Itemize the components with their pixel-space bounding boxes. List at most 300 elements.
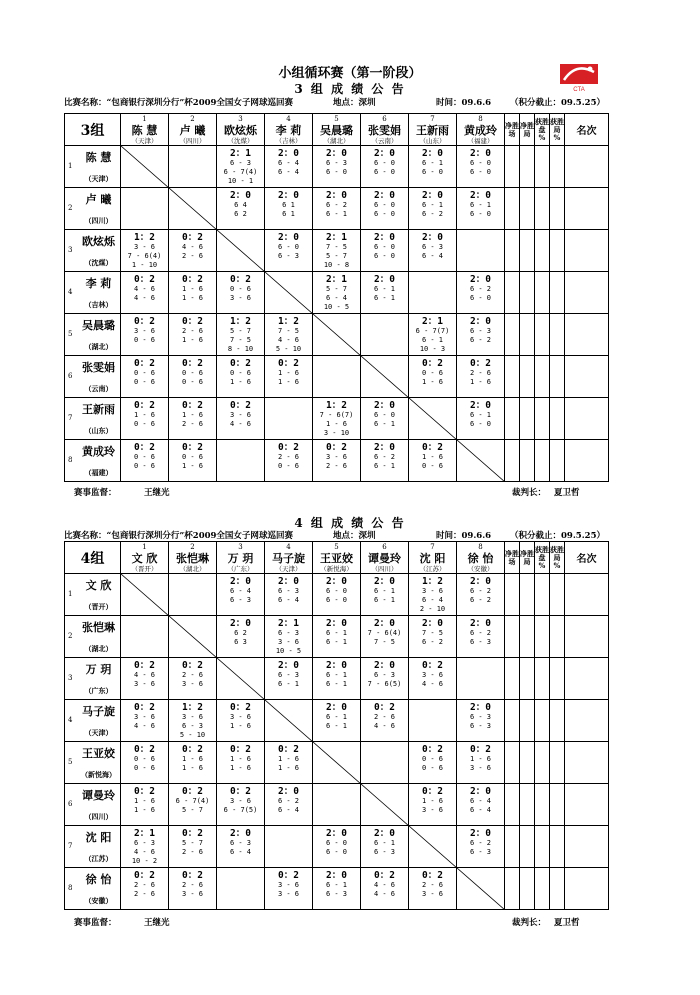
result-cell bbox=[121, 784, 169, 826]
set-score: 6 - 1 bbox=[421, 336, 444, 344]
set-score: 6 - 4 bbox=[277, 168, 300, 176]
diagonal-cell bbox=[217, 658, 265, 700]
result-cell bbox=[409, 230, 457, 272]
stat-cell bbox=[520, 146, 535, 188]
result-cell bbox=[313, 700, 361, 742]
stat-cell bbox=[520, 868, 535, 910]
set-score: 6 - 3 bbox=[277, 587, 300, 595]
set-score: 3 - 6 bbox=[325, 453, 348, 461]
result-cell bbox=[409, 742, 457, 784]
rank-cell bbox=[565, 742, 609, 784]
set-score: 0 - 6 bbox=[421, 755, 444, 763]
stat-cell bbox=[520, 574, 535, 616]
result-cell bbox=[265, 658, 313, 700]
match-score: 1：2 bbox=[230, 316, 251, 327]
set-score: 0 - 6 bbox=[421, 462, 444, 470]
set-score: 6 - 3 bbox=[277, 252, 300, 260]
set-score: 3 - 6 bbox=[229, 294, 252, 302]
player-region: （福建） bbox=[84, 468, 113, 477]
player-region: （新悦海） bbox=[81, 770, 116, 779]
page-title: 小组循环赛（第一阶段） bbox=[278, 66, 422, 81]
table-row bbox=[65, 616, 609, 658]
set-score: 4 - 6 bbox=[133, 294, 156, 302]
result-cell bbox=[361, 826, 409, 868]
set-score: 6 - 0 bbox=[469, 210, 492, 218]
stat-cell bbox=[520, 742, 535, 784]
set-score: 6 - 3 bbox=[469, 327, 492, 335]
diagonal-cell bbox=[169, 188, 217, 230]
result-cell bbox=[121, 188, 169, 230]
set-score: 1 - 10 bbox=[131, 261, 158, 269]
result-cell bbox=[361, 440, 409, 482]
set-score: 6 - 4 bbox=[325, 294, 348, 302]
set-score: 7 - 6(7) bbox=[319, 411, 354, 419]
diagonal-line bbox=[121, 146, 169, 188]
stat-cell bbox=[520, 440, 535, 482]
set-score: 6 - 4 bbox=[277, 806, 300, 814]
result-cell bbox=[217, 356, 265, 398]
set-score: 6 - 1 bbox=[373, 462, 396, 470]
set-score: 6 - 3 bbox=[133, 839, 156, 847]
set-score: 10 - 5 bbox=[323, 303, 350, 311]
set-score: 5 - 7 bbox=[325, 252, 348, 260]
group-title: 4 组 成 绩 公 告 bbox=[294, 516, 406, 530]
row-header-player bbox=[65, 658, 121, 700]
set-score: 1 - 6 bbox=[469, 755, 492, 763]
match-score: 0：2 bbox=[230, 786, 251, 797]
set-score: 6 - 0 bbox=[325, 848, 348, 856]
stat-cell bbox=[535, 272, 550, 314]
match-score: 2：0 bbox=[326, 828, 347, 839]
player-name: 李 莉 bbox=[275, 124, 302, 137]
row-header-player bbox=[65, 398, 121, 440]
result-cell bbox=[409, 440, 457, 482]
set-score: 6 - 4 bbox=[229, 587, 252, 595]
player-region: （湖北） bbox=[323, 137, 350, 145]
table-row bbox=[65, 356, 609, 398]
diagonal-cell bbox=[217, 230, 265, 272]
player-number: 7 bbox=[68, 841, 73, 850]
stat-cell bbox=[505, 188, 520, 230]
set-score: 6 - 4 bbox=[421, 252, 444, 260]
result-cell bbox=[217, 742, 265, 784]
set-score: 6 - 7(5) bbox=[223, 806, 258, 814]
set-score: 0 - 6 bbox=[133, 378, 156, 386]
rank-cell bbox=[565, 700, 609, 742]
set-score: 0 - 6 bbox=[421, 764, 444, 772]
stat-cell bbox=[535, 356, 550, 398]
set-score: 7 - 6(4) bbox=[127, 252, 162, 260]
result-cell bbox=[265, 146, 313, 188]
stat-header: 净胜局 bbox=[520, 542, 535, 574]
match-score: 0：2 bbox=[278, 744, 299, 755]
player-number: 4 bbox=[286, 543, 291, 551]
set-score: 6 - 1 bbox=[325, 680, 348, 688]
result-cell bbox=[361, 700, 409, 742]
footer-referee: 夏卫哲 bbox=[554, 488, 580, 498]
stat-cell bbox=[535, 616, 550, 658]
diagonal-cell bbox=[313, 314, 361, 356]
result-cell bbox=[457, 616, 505, 658]
stat-cell bbox=[535, 188, 550, 230]
player-number: 5 bbox=[334, 543, 339, 551]
set-score: 0 - 6 bbox=[133, 453, 156, 461]
result-cell bbox=[121, 230, 169, 272]
column-header-player bbox=[457, 114, 505, 146]
set-score: 1 - 6 bbox=[181, 336, 204, 344]
set-score: 2 - 6 bbox=[181, 327, 204, 335]
stat-header: 净胜局 bbox=[520, 114, 535, 146]
player-name: 李 莉 bbox=[85, 277, 112, 290]
set-score: 10 - 1 bbox=[227, 177, 254, 185]
player-name: 谭曼玲 bbox=[82, 789, 115, 802]
match-score: 0：2 bbox=[422, 786, 443, 797]
result-cell bbox=[265, 356, 313, 398]
set-score: 1 - 6 bbox=[181, 764, 204, 772]
stat-cell bbox=[505, 700, 520, 742]
result-cell bbox=[313, 784, 361, 826]
result-cell bbox=[313, 188, 361, 230]
diagonal-cell bbox=[265, 272, 313, 314]
set-score: 4 - 6 bbox=[181, 243, 204, 251]
set-score: 6 3 bbox=[234, 638, 247, 646]
stat-cell bbox=[535, 742, 550, 784]
set-score: 6 - 2 bbox=[469, 596, 492, 604]
result-cell bbox=[313, 356, 361, 398]
set-score: 3 - 6 bbox=[277, 890, 300, 898]
result-cell bbox=[409, 146, 457, 188]
stat-cell bbox=[535, 230, 550, 272]
set-score: 3 - 6 bbox=[421, 806, 444, 814]
result-cell bbox=[169, 146, 217, 188]
table-row bbox=[65, 574, 609, 616]
match-score: 2：0 bbox=[470, 148, 491, 159]
player-number: 6 bbox=[68, 371, 73, 380]
match-score: 2：0 bbox=[278, 232, 299, 243]
player-number: 4 bbox=[286, 115, 291, 123]
match-score: 2：0 bbox=[470, 828, 491, 839]
row-header-player bbox=[65, 314, 121, 356]
diagonal-line bbox=[361, 784, 409, 826]
set-score: 6 - 3 bbox=[325, 890, 348, 898]
match-score: 0：2 bbox=[230, 400, 251, 411]
set-score: 6 - 1 bbox=[325, 629, 348, 637]
set-score: 6 - 1 bbox=[325, 638, 348, 646]
stat-header: 净胜场 bbox=[505, 114, 520, 146]
match-score: 0：2 bbox=[182, 744, 203, 755]
match-score: 2：0 bbox=[422, 190, 443, 201]
set-score: 3 - 6 bbox=[133, 680, 156, 688]
set-score: 0 - 6 bbox=[133, 336, 156, 344]
meta-time: 时间：09.6.6 bbox=[436, 531, 492, 541]
rank-cell bbox=[565, 440, 609, 482]
result-cell bbox=[313, 616, 361, 658]
set-score: 3 - 6 bbox=[181, 890, 204, 898]
match-score: 2：0 bbox=[470, 400, 491, 411]
diagonal-cell bbox=[409, 826, 457, 868]
stat-cell bbox=[520, 826, 535, 868]
set-score: 6 - 3 bbox=[421, 243, 444, 251]
set-score: 3 - 6 bbox=[133, 243, 156, 251]
set-score: 3 - 6 bbox=[181, 713, 204, 721]
set-score: 6 - 3 bbox=[277, 671, 300, 679]
diagonal-line bbox=[313, 314, 361, 356]
set-score: 6 - 1 bbox=[325, 671, 348, 679]
diagonal-cell bbox=[169, 616, 217, 658]
match-score: 0：2 bbox=[134, 870, 155, 881]
result-cell bbox=[457, 784, 505, 826]
match-score: 0：2 bbox=[134, 786, 155, 797]
set-score: 6 - 1 bbox=[373, 839, 396, 847]
result-cell bbox=[121, 616, 169, 658]
set-score: 1 - 6 bbox=[181, 285, 204, 293]
match-score: 0：2 bbox=[182, 786, 203, 797]
diagonal-line bbox=[265, 700, 313, 742]
stat-cell bbox=[550, 356, 565, 398]
result-cell bbox=[217, 574, 265, 616]
set-score: 6 - 2 bbox=[373, 453, 396, 461]
result-cell bbox=[457, 574, 505, 616]
player-number: 7 bbox=[430, 115, 435, 123]
set-score: 6 - 0 bbox=[373, 252, 396, 260]
set-score: 0 - 6 bbox=[229, 285, 252, 293]
match-score: 2：0 bbox=[326, 870, 347, 881]
player-region: （湖北） bbox=[84, 342, 113, 351]
match-score: 2：0 bbox=[374, 828, 395, 839]
column-header-player bbox=[361, 542, 409, 574]
match-score: 2：1 bbox=[422, 316, 443, 327]
player-number: 3 bbox=[238, 543, 243, 551]
set-score: 0 - 6 bbox=[181, 378, 204, 386]
stat-cell bbox=[505, 658, 520, 700]
player-region: （云南） bbox=[84, 384, 113, 393]
set-score: 6 - 0 bbox=[325, 839, 348, 847]
result-cell bbox=[169, 784, 217, 826]
player-number: 1 bbox=[142, 543, 147, 551]
result-cell bbox=[409, 616, 457, 658]
result-cell bbox=[409, 700, 457, 742]
result-cell bbox=[409, 272, 457, 314]
match-score: 0：2 bbox=[422, 442, 443, 453]
rank-cell bbox=[565, 574, 609, 616]
match-score: 2：0 bbox=[374, 576, 395, 587]
footer-referee-label: 裁判长： bbox=[512, 488, 547, 498]
stat-cell bbox=[520, 700, 535, 742]
player-name: 张恺琳 bbox=[176, 552, 209, 565]
player-number: 2 bbox=[190, 115, 195, 123]
result-cell bbox=[409, 314, 457, 356]
set-score: 6 - 1 bbox=[325, 713, 348, 721]
set-score: 6 - 1 bbox=[469, 411, 492, 419]
set-score: 1 - 6 bbox=[181, 462, 204, 470]
result-cell bbox=[169, 314, 217, 356]
stat-cell bbox=[550, 700, 565, 742]
player-name: 王亚姣 bbox=[320, 552, 353, 565]
match-score: 2：0 bbox=[422, 232, 443, 243]
result-cell bbox=[121, 440, 169, 482]
match-score: 0：2 bbox=[134, 400, 155, 411]
player-number: 5 bbox=[334, 115, 339, 123]
set-score: 10 - 5 bbox=[275, 647, 302, 655]
result-cell bbox=[217, 616, 265, 658]
set-score: 6 - 3 bbox=[469, 713, 492, 721]
set-score: 1 - 6 bbox=[229, 722, 252, 730]
player-number: 3 bbox=[238, 115, 243, 123]
set-score: 2 - 6 bbox=[277, 453, 300, 461]
set-score: 6 - 4 bbox=[277, 159, 300, 167]
result-cell bbox=[457, 826, 505, 868]
set-score: 4 - 6 bbox=[133, 285, 156, 293]
player-region: （江苏） bbox=[84, 854, 113, 863]
diagonal-line bbox=[409, 826, 457, 868]
result-cell bbox=[409, 658, 457, 700]
match-score: 2：0 bbox=[278, 148, 299, 159]
stat-cell bbox=[520, 188, 535, 230]
column-header-player bbox=[169, 542, 217, 574]
set-score: 6 - 2 bbox=[325, 201, 348, 209]
set-score: 3 - 6 bbox=[421, 587, 444, 595]
result-cell bbox=[361, 574, 409, 616]
set-score: 6 - 0 bbox=[469, 420, 492, 428]
result-cell bbox=[121, 398, 169, 440]
player-name: 张雯娟 bbox=[82, 361, 115, 374]
column-header-player bbox=[409, 542, 457, 574]
result-cell bbox=[265, 314, 313, 356]
table-row bbox=[65, 742, 609, 784]
player-number: 2 bbox=[68, 631, 73, 640]
set-score: 6 - 1 bbox=[373, 420, 396, 428]
rank-cell bbox=[565, 826, 609, 868]
player-name: 文 欣 bbox=[131, 552, 158, 565]
set-score: 5 - 10 bbox=[179, 731, 206, 739]
match-score: 2：0 bbox=[230, 618, 251, 629]
player-region: （安徽） bbox=[84, 896, 113, 905]
result-cell bbox=[169, 356, 217, 398]
player-name: 王亚姣 bbox=[82, 747, 115, 760]
player-region: （吉林） bbox=[84, 300, 113, 309]
set-score: 6 - 1 bbox=[373, 285, 396, 293]
result-cell bbox=[265, 188, 313, 230]
result-cell bbox=[265, 742, 313, 784]
set-score: 2 - 10 bbox=[419, 605, 446, 613]
player-name: 万 玥 bbox=[85, 663, 112, 676]
set-score: 1 - 6 bbox=[469, 378, 492, 386]
result-cell bbox=[361, 230, 409, 272]
set-score: 4 - 6 bbox=[133, 722, 156, 730]
match-score: 2：0 bbox=[374, 400, 395, 411]
result-cell bbox=[169, 700, 217, 742]
match-score: 2：0 bbox=[374, 442, 395, 453]
event-meta bbox=[64, 96, 604, 110]
match-score: 0：2 bbox=[422, 358, 443, 369]
player-name: 谭曼玲 bbox=[368, 552, 401, 565]
result-cell bbox=[169, 230, 217, 272]
player-region: （天津） bbox=[275, 565, 302, 573]
signature-footer bbox=[64, 486, 604, 498]
player-region: （四川） bbox=[179, 137, 206, 145]
footer-supervisor: 王继光 bbox=[144, 918, 170, 928]
set-score: 6 - 0 bbox=[373, 243, 396, 251]
match-score: 0：2 bbox=[278, 442, 299, 453]
set-score: 7 - 5 bbox=[421, 629, 444, 637]
set-score: 6 - 1 bbox=[421, 201, 444, 209]
set-score: 4 - 6 bbox=[133, 671, 156, 679]
footer-supervisor-label: 赛事监督： bbox=[74, 918, 117, 928]
set-score: 2 - 6 bbox=[469, 369, 492, 377]
match-score: 2：1 bbox=[326, 274, 347, 285]
set-score: 0 - 6 bbox=[133, 764, 156, 772]
match-score: 2：0 bbox=[278, 576, 299, 587]
stat-cell bbox=[535, 658, 550, 700]
table-row bbox=[65, 658, 609, 700]
result-cell bbox=[361, 188, 409, 230]
result-cell bbox=[217, 868, 265, 910]
rank-cell bbox=[565, 356, 609, 398]
group-label: 3组 bbox=[65, 114, 121, 146]
player-number: 8 bbox=[68, 455, 73, 464]
match-score: 2：0 bbox=[470, 316, 491, 327]
player-number: 4 bbox=[68, 287, 73, 296]
player-region: （云南） bbox=[371, 137, 398, 145]
set-score: 6 - 2 bbox=[469, 629, 492, 637]
row-header-player bbox=[65, 230, 121, 272]
set-score: 6 4 bbox=[234, 201, 247, 209]
player-name: 卢 曦 bbox=[179, 124, 206, 137]
set-score: 3 - 10 bbox=[323, 429, 350, 437]
result-cell bbox=[121, 658, 169, 700]
stat-cell bbox=[520, 658, 535, 700]
set-score: 6 - 0 bbox=[325, 596, 348, 604]
meta-venue: 地点：深圳 bbox=[333, 531, 376, 541]
match-score: 0：2 bbox=[278, 358, 299, 369]
player-number: 6 bbox=[382, 543, 387, 551]
result-cell bbox=[265, 398, 313, 440]
player-name: 吴晨璐 bbox=[320, 124, 353, 137]
result-cell bbox=[217, 188, 265, 230]
diagonal-cell bbox=[409, 398, 457, 440]
match-score: 1：2 bbox=[134, 232, 155, 243]
player-region: （天津） bbox=[131, 137, 158, 145]
player-region: （山东） bbox=[84, 426, 113, 435]
set-score: 1 - 6 bbox=[181, 755, 204, 763]
player-name: 陈 慧 bbox=[85, 151, 112, 164]
match-score: 2：0 bbox=[326, 660, 347, 671]
set-score: 0 - 6 bbox=[133, 369, 156, 377]
match-score: 2：0 bbox=[374, 660, 395, 671]
set-score: 7 - 5 bbox=[325, 243, 348, 251]
set-score: 6 - 2 bbox=[469, 336, 492, 344]
set-score: 2 - 6 bbox=[133, 881, 156, 889]
set-score: 6 - 1 bbox=[373, 294, 396, 302]
diagonal-cell bbox=[265, 700, 313, 742]
rank-cell bbox=[565, 146, 609, 188]
player-name: 沈 阳 bbox=[85, 831, 112, 844]
match-score: 2：0 bbox=[470, 618, 491, 629]
result-cell bbox=[169, 868, 217, 910]
row-header-player bbox=[65, 616, 121, 658]
table-row bbox=[65, 230, 609, 272]
set-score: 3 - 6 bbox=[229, 713, 252, 721]
row-header-player bbox=[65, 188, 121, 230]
stat-cell bbox=[505, 356, 520, 398]
rank-cell bbox=[565, 188, 609, 230]
result-cell bbox=[121, 742, 169, 784]
stat-cell bbox=[535, 574, 550, 616]
player-region: （新悦海） bbox=[320, 565, 353, 573]
column-header-player bbox=[265, 114, 313, 146]
set-score: 6 - 0 bbox=[373, 159, 396, 167]
match-score: 2：0 bbox=[230, 190, 251, 201]
